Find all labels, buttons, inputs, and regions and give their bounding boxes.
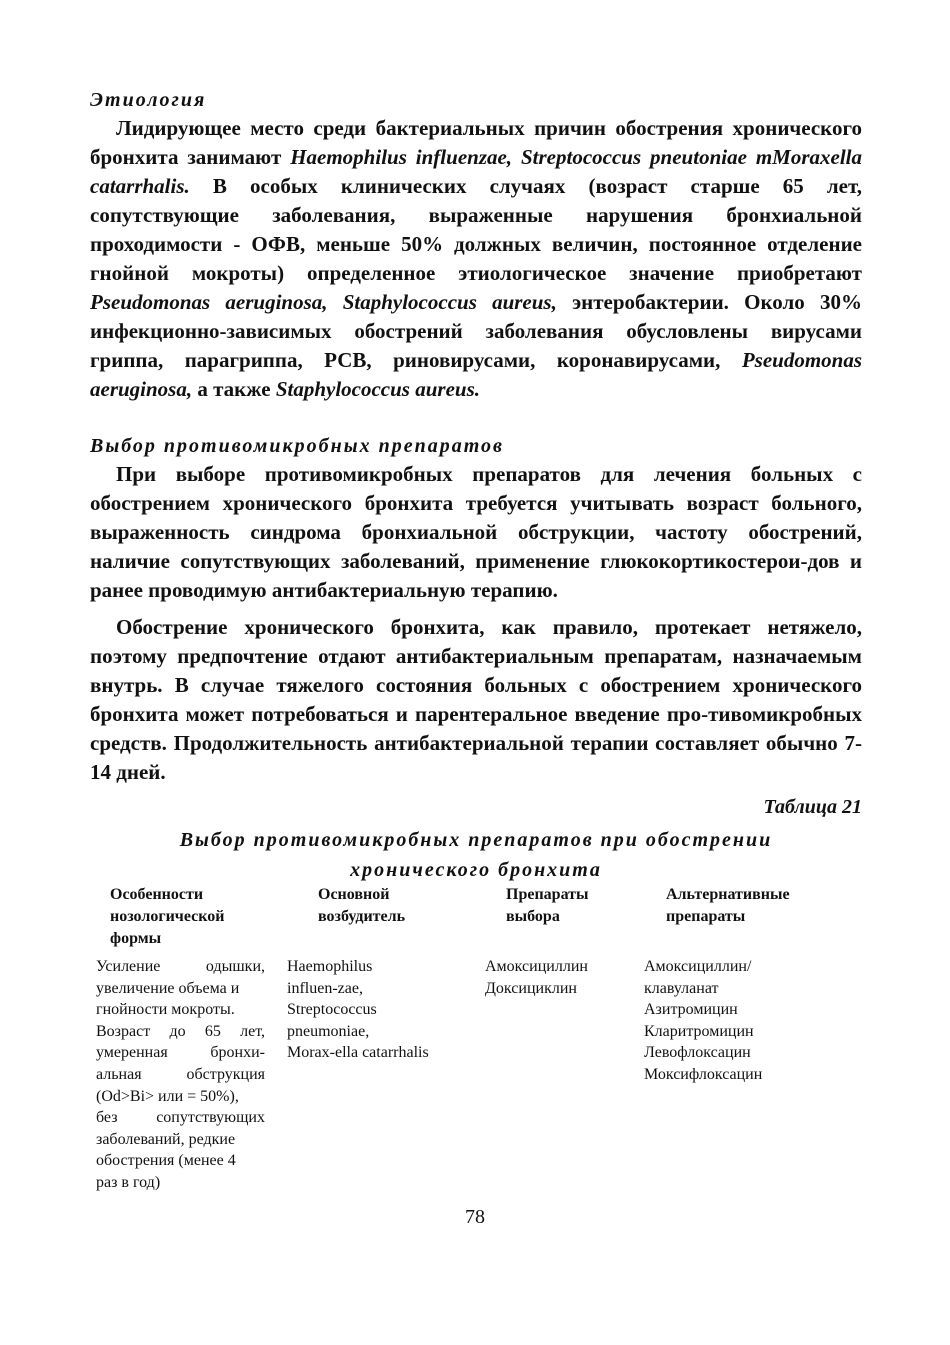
- cell-line: Усиление одышки,: [96, 958, 265, 975]
- cell-line: (Od>Bi> или = 50%),: [96, 1087, 239, 1105]
- cell-drugs-of-choice: [465, 956, 625, 1194]
- cell-line: раз в год): [96, 1173, 161, 1191]
- etiology-title: Этиология: [90, 89, 207, 111]
- header-cell-line: Альтернативные: [666, 886, 790, 903]
- cell-line: альная обструкция: [96, 1065, 265, 1083]
- cell-line: увеличение объема и: [96, 979, 240, 997]
- header-cell-line: препараты: [666, 908, 746, 925]
- cell-line: заболеваний, редкие: [96, 1130, 236, 1148]
- table-caption-line-1: Выбор противомикробных препаратов при обострении: [179, 829, 773, 851]
- cell-line: обострения (менее 4: [96, 1152, 236, 1170]
- etiology-pathogens-3: Pseudomonas aeruginosa,: [90, 348, 862, 401]
- header-cell-line: Препараты: [506, 886, 589, 903]
- cell-line: без сопутствующих: [96, 1109, 265, 1127]
- table-number: Таблица 21: [763, 796, 862, 818]
- cell-line: Доксициклин: [485, 979, 577, 997]
- cell-line: Кларитромицин: [644, 1022, 754, 1040]
- etiology-text-2: В особых клинических случаях (возраст старше 65 лет, сопутствующие заболевания, выраженные нарушения бронхиальной проходимости - ОФВ, меньше 50% должных величин, постоянное отделение гнойной мокроты) определенное этиологическое значение приобретают: [90, 174, 862, 285]
- cell-line: Streptococcus: [287, 1001, 377, 1019]
- choice-title: Выбор противомикробных препаратов: [90, 435, 504, 457]
- table-caption: [90, 825, 862, 885]
- page-number: 78: [465, 1206, 485, 1228]
- etiology-text-4: а также: [192, 377, 276, 401]
- etiology-pathogens-2: Pseudomonas aeruginosa, Staphylococcus aureus,: [90, 290, 557, 314]
- cell-line: Haemophilus: [287, 958, 373, 975]
- choice-paragraph-1: При выборе противомикробных препаратов для лечения больных с обострением хронического бронхита требуется учитывать возраст больного, выраженность синдрома бронхиальной обструкции, частоту обострений, наличие сопутствующих заболеваний, применение глюкокортикостерои-дов и ранее проводимую антибактериальную терапию.: [90, 462, 862, 602]
- cell-nosology: [90, 956, 265, 1194]
- etiology-pathogens-1: Haemophilus influenzae, Streptococcus pneutoniae mMoraxella catarrhalis.: [90, 145, 862, 198]
- drug-table: [90, 884, 862, 1194]
- cell-line: Morax-ella catarrhalis: [287, 1044, 429, 1062]
- etiology-pathogens-4: Staphylococcus aureus.: [275, 377, 480, 401]
- table-header-row: [90, 884, 862, 950]
- cell-alternative-drugs: [625, 956, 862, 1194]
- header-cell-line: возбудитель: [318, 908, 406, 925]
- header-cell-line: формы: [110, 930, 162, 947]
- cell-line: умеренная бронхи-: [96, 1044, 265, 1062]
- cell-line: pneumoniae,: [287, 1022, 370, 1040]
- cell-line: influen-zae,: [287, 979, 363, 997]
- table-row: [90, 956, 862, 1194]
- cell-line: Амоксициллин/: [644, 958, 752, 975]
- header-cell-line: нозологической: [110, 908, 225, 925]
- cell-line: Азитромицин: [644, 1001, 738, 1019]
- table-caption-line-2: хронического бронхита: [350, 859, 602, 881]
- header-alternative-drugs: [646, 884, 862, 950]
- cell-line: Левофлоксацин: [644, 1044, 751, 1062]
- etiology-text-3: энтеробактерии. Около 30% инфекционно-зависимых обострений заболевания обусловлены вирусами гриппа, парагриппа, РСВ, риновирусами, коронавирусами,: [90, 290, 862, 372]
- cell-line: гнойности мокроты.: [96, 1001, 235, 1019]
- etiology-text-1: Лидирующее место среди бактериальных причин обострения хронического бронхита занимают: [90, 116, 862, 169]
- cell-line: Амоксициллин: [485, 958, 588, 975]
- header-cell-line: выбора: [506, 908, 560, 925]
- cell-pathogen: [265, 956, 465, 1194]
- header-cell-line: Основной: [318, 886, 390, 903]
- header-nosology: [90, 884, 278, 950]
- choice-paragraph-2: Обострение хронического бронхита, как правило, протекает нетяжело, поэтому предпочтение отдают антибактериальным препаратам, назначаемым внутрь. В случае тяжелого состояния больных с обострением хронического бронхита может потребоваться и парентеральное введение про-тивомикробных средств. Продолжительность антибактериальной терапии составляет обычно 7-14 дней.: [90, 615, 862, 784]
- etiology-paragraph: [90, 114, 862, 404]
- cell-line: Моксифлоксацин: [644, 1065, 763, 1083]
- page-content: [90, 86, 862, 885]
- cell-line: клавуланат: [644, 979, 719, 997]
- header-pathogen: [278, 884, 483, 950]
- header-cell-line: Особенности: [110, 886, 204, 903]
- cell-line: Возраст до 65 лет,: [96, 1022, 265, 1040]
- header-drugs-of-choice: [483, 884, 646, 950]
